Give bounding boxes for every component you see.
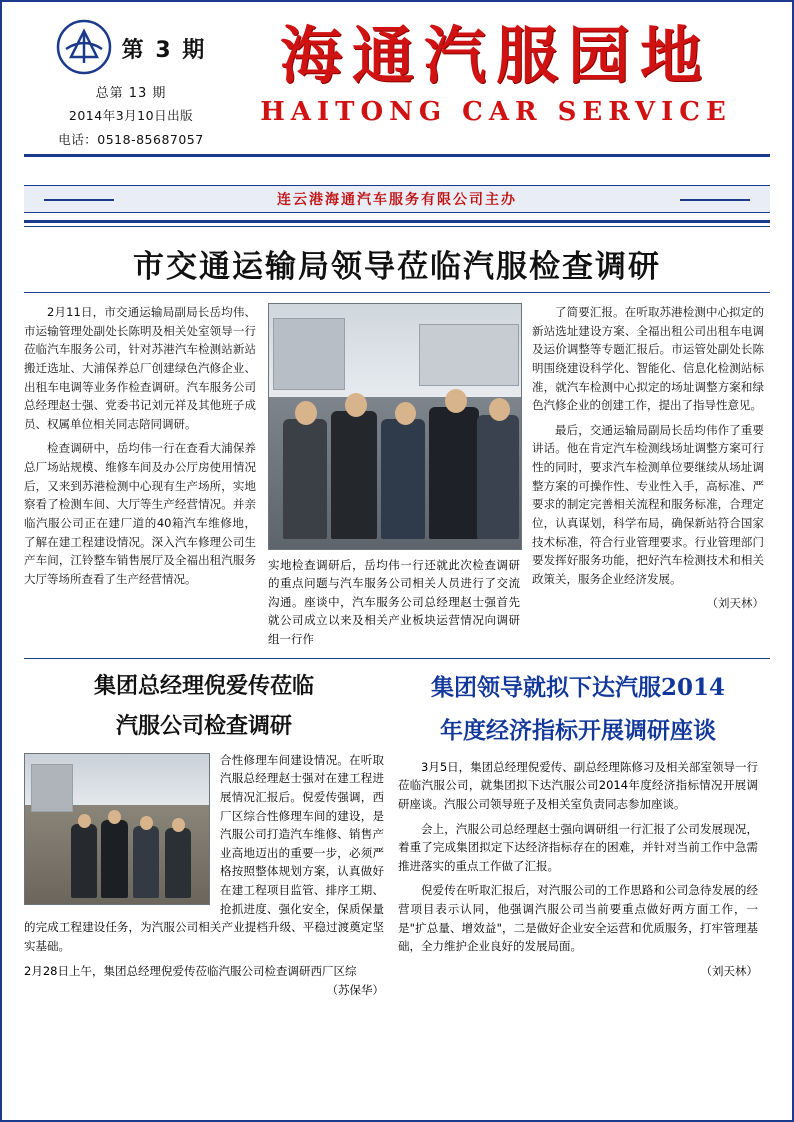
lead-photo (268, 303, 522, 550)
story-3 (398, 671, 758, 998)
publication-date: 2014年3月10日出版 (68, 108, 194, 123)
lower-section (24, 671, 770, 998)
story-2-person-2 (101, 820, 128, 898)
lead-column-3 (532, 303, 764, 648)
story-3-paragraph-3: 倪爱传在听取汇报后，对汽服公司的工作思路和公司急待发展的经营项目表示认同，他强调汽服公司当前要重点做好两方面工作，一是"扩总量、增效益"，二是做好企业安全运营和优质服务，打牢管理基础，全力维护企业良好的发展局面。 (398, 883, 758, 954)
story-2-byline: （苏保华） (326, 983, 384, 997)
lead-photo-caption: 实地检查调研后，岳均伟一行还就此次检查调研的重点问题与汽车服务公司相关人员进行了交流沟通。座谈中，汽车服务公司总经理赵士强首先就公司成立以来及相关产业板块运营情况向调研组一行作 (268, 558, 520, 646)
story-2-person-4 (165, 828, 191, 898)
lead-col1-paragraph-2: 检查调研中，岳均伟一行在查看大浦保养总厂场站规模、维修车间及办公厅房使用情况后，又来到苏港检测中心现有生产场所，实地察看了检测车间、大厅等生产经营情况。并亲临汽服公司正在建厂道的40箱汽车维修地，了解在建工程建设情况。深入汽车修理公司生产车间，江铃整车销售展厅及全福出租汽服务大厅等场所查看了生产经营情况。 (24, 441, 256, 586)
story-2-paragraph-1: 合性修理车间建设情况。在听取汽服总经理赵士强对在建工程进展情况汇报后。倪爱传强调，西厂区综合性修理车间的建设，是汽服公司打造汽车维修、销售产业高地迈出的重要一步，必须严格按照整体规划方案，认真做好在建工程项目监管、排序工期、抢抓进度、强化安全，保质保量的完成工程建设任务，为汽服公司相关产业提档升级、平稳过渡奠定坚实基础。 (24, 752, 384, 953)
lower-section-rule (24, 658, 770, 659)
logo-wrap (36, 18, 226, 76)
story-2-person-4-head (172, 818, 185, 832)
masthead-divider (24, 154, 770, 157)
photo-person-3-head (395, 402, 416, 425)
headline-rule (24, 292, 770, 293)
story-2-person-3 (133, 826, 159, 898)
story-2-photo-building (31, 764, 73, 812)
story-2-person-3-head (140, 816, 153, 830)
lead-column-2 (268, 303, 520, 648)
photo-person-3 (381, 419, 425, 539)
story-3-byline: （刘天林） (700, 963, 758, 978)
lead-headline: 市交通运输局领导莅临汽服检查调研 (133, 249, 661, 285)
story-2 (24, 671, 384, 998)
photo-person-1 (283, 419, 327, 539)
organizer-text: 连云港海通汽车服务有限公司主办 (277, 192, 517, 208)
photo-person-5 (477, 415, 519, 539)
lead-col3-paragraph-1: 了简要汇报。在听取苏港检测中心拟定的新站选址建设方案、全福出租公司出租车电调及运价调整等专题汇报后。市运管处副处长陈明围绕建设科学化、智能化、信息化检测站标准，就汽车检测中心拟定的场址调整方案和绿色汽修企业的创建工作，提出了指导性意见。 (532, 305, 764, 413)
story-2-body (24, 751, 384, 998)
story-2-person-1-head (78, 814, 91, 828)
photo-building-right (419, 324, 519, 386)
story-2-photo (24, 753, 210, 905)
photo-building-left (273, 318, 345, 390)
story-2-person-2-head (108, 810, 121, 824)
story-3-title-line-2: 年度经济指标开展调研座谈 (440, 717, 716, 745)
story-2-photo-caption: 2月28日上午，集团总经理倪爱传莅临汽服公司检查调研西厂区综 (24, 963, 357, 978)
masthead (2, 2, 792, 177)
organizer-bar (24, 185, 770, 213)
lead-article (24, 303, 770, 648)
section-double-rule (24, 220, 770, 227)
lead-col3-paragraph-2: 最后，交通运输局副局长岳均伟作了重要讲话。他在肯定汽车检测线场址调整方案可行性的同时，要求汽车检测单位要继续从场址调整方案的可操作性、专业性入手，高标准、严要求的制定完善相关流程和服务标准，合理定位，认真谋划，科学布局，确保新站符合国家技术标准，符合行业管理要求。行业管理部门要发挥好服务功能，把好汽车检测技术和相关政策关，服务企业经济发展。 (532, 422, 764, 586)
story-3-paragraph-2: 会上，汽服公司总经理赵士强向调研组一行汇报了公司发展现况，着重了完成集团拟定下达经济指标存在的困难，并针对当前工作中急需推进落实的重点工作做了汇报。 (398, 821, 758, 873)
photo-person-1-head (295, 401, 317, 425)
story-3-paragraph-1: 3月5日，集团总经理倪爱传、副总经理陈修习及相关部室领导一行莅临汽服公司，就集团拟下达汽服公司2014年度经济指标情况开展调研座谈。汽服公司领导班子及相关室负责同志参加座谈。 (398, 759, 758, 811)
lead-col1-paragraph-1: 2月11日，市交通运输局副局长岳均伟、市运输管理处副处长陈明及相关处室领导一行莅临汽车服务公司，针对苏港汽车检测站新站搬迁选址、大浦保养总厂创建绿色汽修企业、出租车电调等业务作检查调研。汽车服务公司总经理赵士强、党委书记刘元祥及其他班子成员、权属单位相关同志陪同调研。 (24, 305, 256, 431)
masthead-title-block (226, 20, 766, 127)
photo-person-5-head (489, 398, 510, 421)
story-3-body (398, 758, 758, 981)
haitong-emblem-icon (56, 19, 112, 75)
lead-column-1 (24, 303, 256, 648)
lead-byline: （刘天林） (706, 596, 764, 611)
paper-title-cn: 海通汽服园地 (279, 19, 712, 92)
masthead-left-block (36, 18, 226, 157)
paper-title-en: HAITONG CAR SERVICE (260, 97, 732, 128)
photo-person-2-head (345, 393, 367, 417)
total-issue-label: 总第 13 期 (95, 86, 167, 101)
issue-label: 第 3 期 (121, 37, 207, 63)
story-2-title-line-1: 集团总经理倪爱传莅临 (93, 672, 314, 699)
story-2-title-line-2: 汽服公司检查调研 (115, 712, 292, 739)
story-3-title-line-1: 集团领导就拟下达汽服2014 (430, 673, 725, 701)
photo-person-2 (331, 411, 377, 539)
story-2-person-1 (71, 824, 97, 898)
photo-person-4-head (445, 389, 467, 413)
contact-telephone: 电话：0518-85687057 (58, 132, 204, 147)
photo-person-4 (429, 407, 479, 539)
